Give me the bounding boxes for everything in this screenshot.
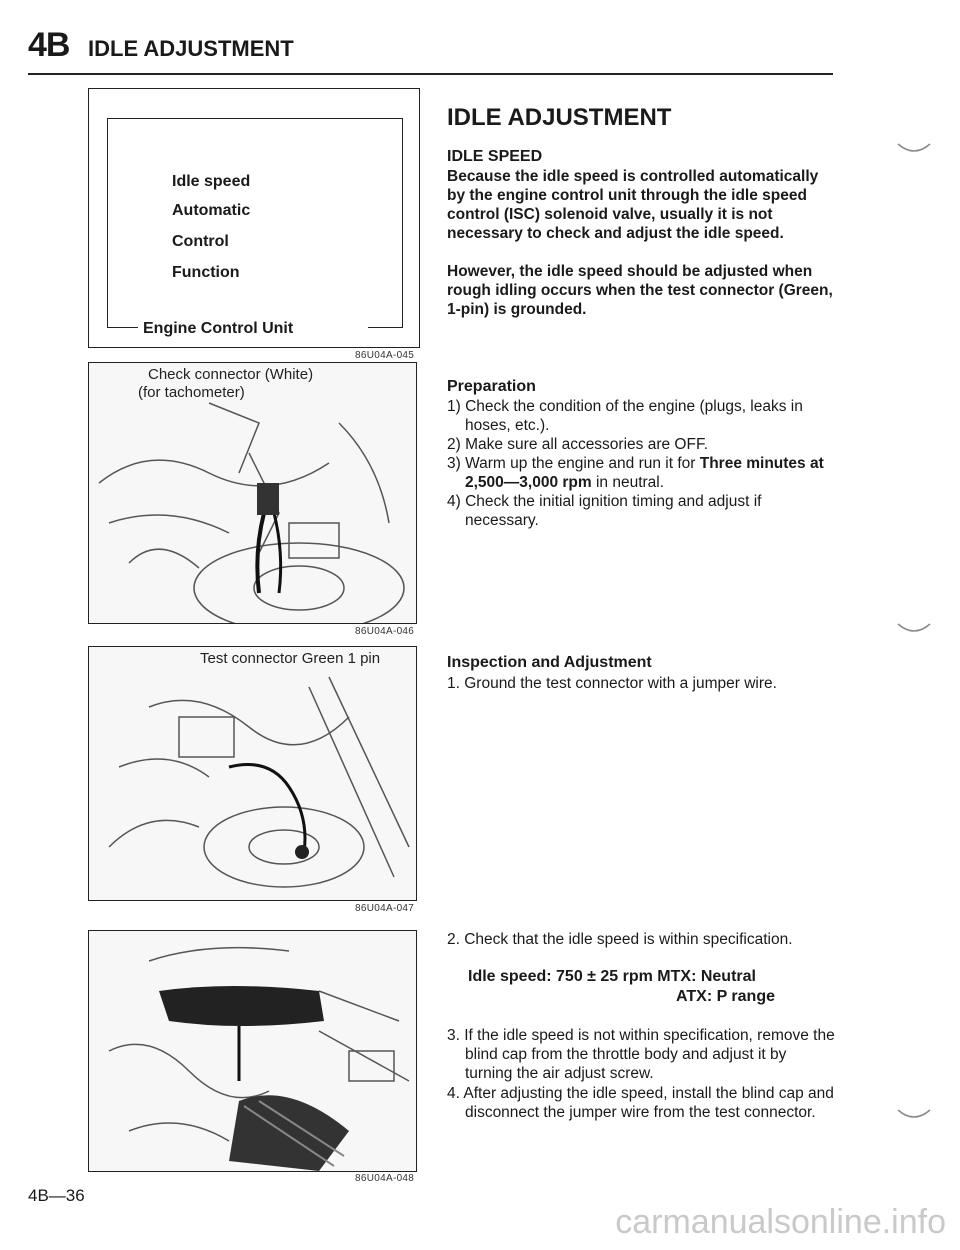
engine-bay-illustration-icon bbox=[89, 363, 416, 623]
prep-step-1: 1) Check the condition of the engine (plugs, leaks in hoses, etc.). bbox=[447, 398, 803, 434]
figure-air-adjust-screw bbox=[88, 930, 417, 1172]
prep-step-2: 2) Make sure all accessories are OFF. bbox=[447, 436, 709, 453]
ecu-item-idle-speed: Idle speed bbox=[172, 173, 251, 190]
idle-speed-heading: IDLE SPEED bbox=[447, 148, 543, 165]
prep-step-4: 4) Check the initial ignition timing and adjust if necessary. bbox=[447, 493, 762, 529]
prep-step-3-emphasis: Three minutes at 2,500—3,000 rpm bbox=[465, 455, 824, 491]
figure-code-3: 86U04A-047 bbox=[355, 903, 415, 914]
page-number: 4B—36 bbox=[28, 1186, 85, 1205]
ecu-label: Engine Control Unit bbox=[143, 320, 294, 337]
test-connector-illustration-icon bbox=[89, 647, 416, 900]
idle-speed-spec: Idle speed: 750 ± 25 rpm MTX: Neutral bbox=[468, 968, 756, 985]
figure-code-4: 86U04A-048 bbox=[355, 1173, 415, 1184]
intro-paragraph-1: Because the idle speed is controlled automatically by the engine control unit through the idle speed control (ISC) solenoid valve, usually it is not necessary to check and adjust the idle speed. bbox=[447, 168, 819, 242]
inspection-heading: Inspection and Adjustment bbox=[447, 654, 652, 671]
figure-code-2: 86U04A-046 bbox=[355, 626, 415, 637]
prep-step-3-a: 3) Warm up the engine and run it for bbox=[447, 455, 700, 472]
ecu-item-control: Control bbox=[172, 233, 229, 250]
ecu-inner-frame bbox=[107, 118, 403, 328]
prep-step-3 bbox=[447, 454, 837, 492]
test-connector-callout: Test connector Green 1 pin bbox=[200, 650, 381, 667]
watermark: carmanualsonline.info bbox=[615, 1203, 946, 1241]
inspection-step-2: 2. Check that the idle speed is within specification. bbox=[447, 931, 793, 948]
binder-mark-icon bbox=[896, 140, 932, 160]
figure-check-connector bbox=[88, 362, 417, 624]
inspection-step-1: 1. Ground the test connector with a jumper wire. bbox=[447, 675, 777, 692]
preparation-heading: Preparation bbox=[447, 378, 536, 395]
header-rule bbox=[28, 73, 833, 75]
inspection-step-4: 4. After adjusting the idle speed, install the blind cap and disconnect the jumper wire from the test connector. bbox=[447, 1085, 834, 1121]
ecu-item-automatic: Automatic bbox=[172, 202, 251, 219]
inspection-step-3: 3. If the idle speed is not within specification, remove the blind cap from the throttle body and adjust it by turning the air adjust screw. bbox=[447, 1027, 835, 1082]
preparation-list bbox=[447, 397, 837, 530]
idle-speed-spec-atx: ATX: P range bbox=[676, 988, 775, 1005]
tachometer-callout: (for tachometer) bbox=[138, 384, 245, 401]
binder-mark-icon bbox=[896, 1106, 932, 1126]
throttle-body-illustration-icon bbox=[89, 931, 416, 1171]
prep-step-3-c: in neutral. bbox=[591, 474, 665, 491]
ecu-item-function: Function bbox=[172, 264, 240, 281]
page-header-title: IDLE ADJUSTMENT bbox=[88, 36, 294, 61]
check-connector-callout: Check connector (White) bbox=[148, 366, 314, 383]
figure-test-connector bbox=[88, 646, 417, 901]
section-number: 4B bbox=[28, 26, 70, 64]
section-title: IDLE ADJUSTMENT bbox=[447, 104, 672, 131]
intro-paragraph-2: However, the idle speed should be adjusted when rough idling occurs when the test connector (Green, 1-pin) is grounded. bbox=[447, 263, 833, 318]
figure-code-1: 86U04A-045 bbox=[355, 350, 415, 361]
binder-mark-icon bbox=[896, 620, 932, 640]
